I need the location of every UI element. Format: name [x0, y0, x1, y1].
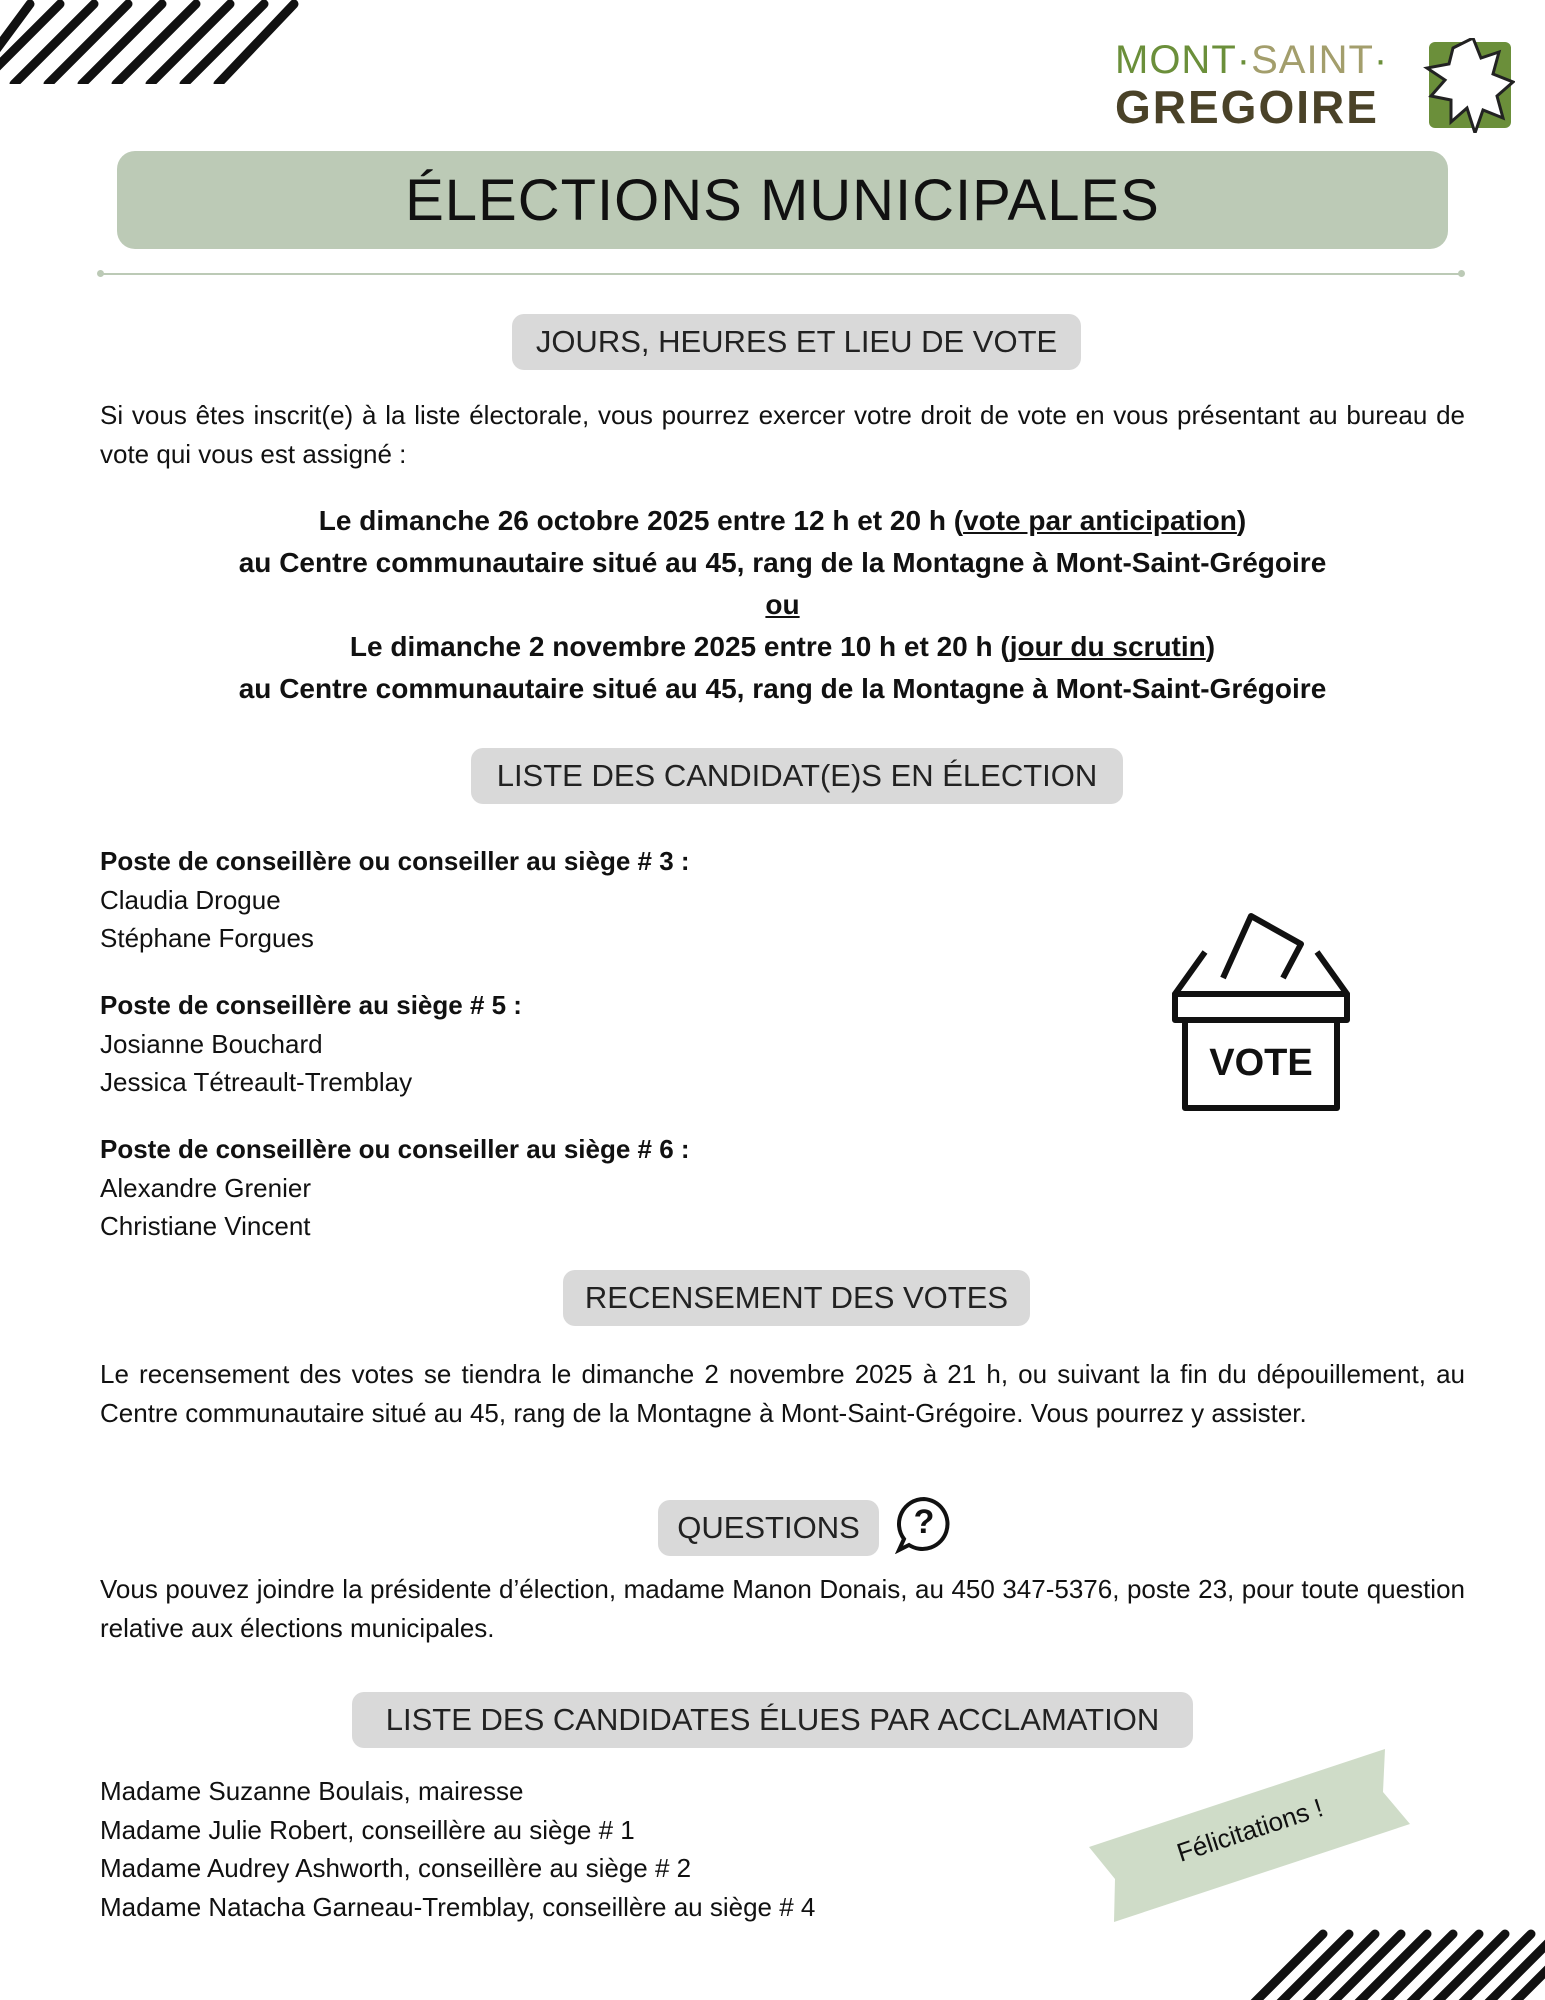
elected-name: Madame Natacha Garneau-Tremblay, conseillère au siège # 4 — [100, 1891, 816, 1922]
vote-label: VOTE — [1209, 1042, 1313, 1084]
section-heading-acclamation: LISTE DES CANDIDATES ÉLUES PAR ACCLAMATION — [352, 1692, 1193, 1748]
election-day-line: Le dimanche 2 novembre 2025 entre 10 h et 20 h (jour du scrutin) — [349, 631, 1216, 662]
section-heading-count: RECENSEMENT DES VOTES — [563, 1270, 1030, 1326]
questions-text: Vous pouvez joindre la présidente d’élection, madame Manon Donais, au 450 347-5376, poste 23, pour toute question relative aux élections municipales. — [100, 1574, 1465, 1643]
candidate-name: Stéphane Forgues — [100, 923, 314, 953]
post-title: Poste de conseillère ou conseiller au siège # 3 : — [100, 846, 690, 876]
advance-vote-line: Le dimanche 26 octobre 2025 entre 12 h et 20 h (vote par anticipation) — [318, 505, 1247, 536]
section-heading-questions: QUESTIONS — [658, 1500, 879, 1556]
elected-name: Madame Julie Robert, conseillère au siège # 1 — [100, 1814, 635, 1845]
section-heading-vote: JOURS, HEURES ET LIEU DE VOTE — [512, 314, 1081, 370]
logo-text-saint: SAINT — [1251, 38, 1374, 82]
logo-text-gregoire: GREGOIRE — [1115, 81, 1379, 133]
post-title: Poste de conseillère au siège # 5 : — [100, 990, 522, 1020]
or-label: ou — [765, 589, 800, 620]
advance-vote-place: au Centre communautaire situé au 45, rang de la Montagne à Mont-Saint-Grégoire — [238, 547, 1327, 578]
election-day-place: au Centre communautaire situé au 45, rang de la Montagne à Mont-Saint-Grégoire — [238, 673, 1327, 704]
candidate-name: Alexandre Grenier — [100, 1172, 311, 1203]
elected-name: Madame Suzanne Boulais, mairesse — [100, 1776, 524, 1806]
elected-name: Madame Audrey Ashworth, conseillère au siège # 2 — [100, 1853, 692, 1883]
section-heading-candidates: LISTE DES CANDIDAT(E)S EN ÉLECTION — [471, 748, 1123, 804]
candidate-name: Jessica Tétreault-Tremblay — [100, 1067, 413, 1097]
vote-intro: Si vous êtes inscrit(e) à la liste électorale, vous pourrez exercer votre droit de vote en vous présentant au bureau de vote qui vous est assigné : — [100, 400, 1465, 469]
logo: MONT·SAINT· GREGOIRE — [1113, 38, 1513, 133]
advance-vote-label: vote par anticipation — [963, 505, 1237, 536]
candidate-name: Claudia Drogue — [100, 884, 281, 915]
candidate-name: Josianne Bouchard — [100, 1028, 323, 1059]
page-title: ÉLECTIONS MUNICIPALES — [117, 151, 1448, 249]
candidate-name: Christiane Vincent — [100, 1211, 311, 1241]
question-bubble-icon: ? — [895, 1496, 953, 1554]
congratulations-text: Félicitations ! — [1173, 1792, 1327, 1868]
election-day-label: jour du scrutin — [1009, 631, 1206, 662]
logo-text-mont: MONT — [1115, 38, 1237, 82]
count-text: Le recensement des votes se tiendra le dimanche 2 novembre 2025 à 21 h, ou suivant la fin du dépouillement, au Centre communautaire situé au 45, rang de la Montagne à Mont-Saint-Grégoire. Vous pourrez y assister. — [100, 1359, 1465, 1428]
post-title: Poste de conseillère ou conseiller au siège # 6 : — [100, 1134, 690, 1164]
